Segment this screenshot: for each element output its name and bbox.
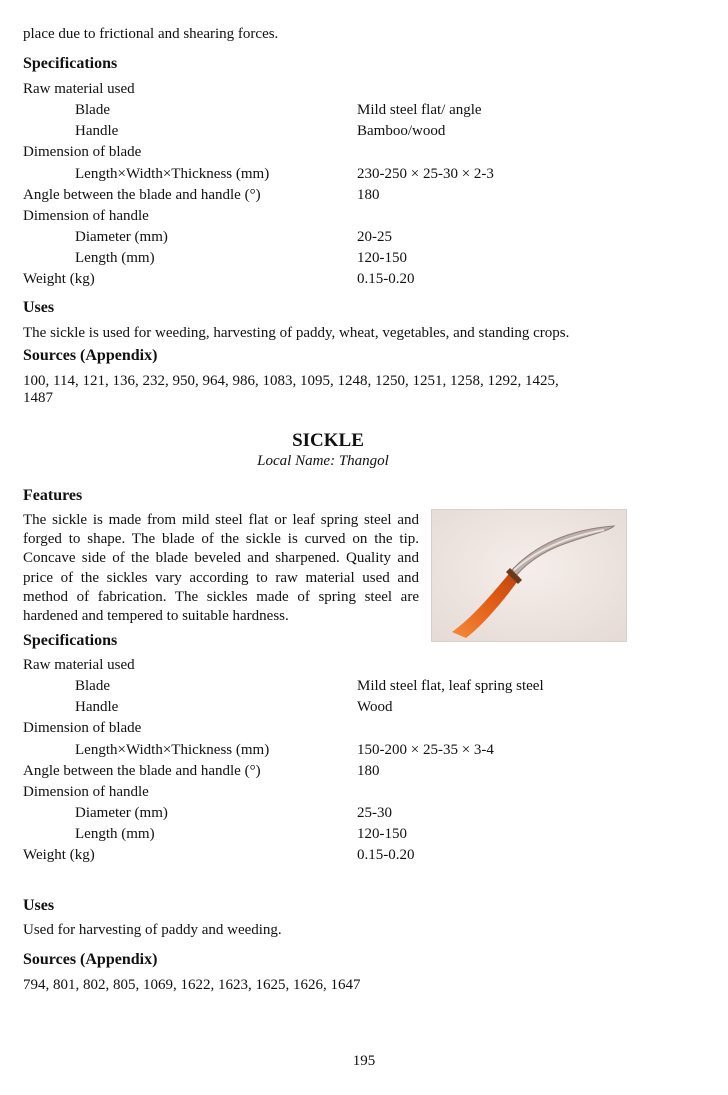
spec-label: Weight (kg) [23,847,95,863]
spec-label: Dimension of handle [23,784,149,800]
spec-value: 150-200 × 25-35 × 3-4 [357,742,494,758]
spec-label: Dimension of blade [23,720,142,736]
spec-label: Raw material used [23,657,135,673]
sources-text-2: 794, 801, 802, 805, 1069, 1622, 1623, 1625, 1626, 1647 [23,977,361,993]
spec-value: Mild steel flat, leaf spring steel [357,678,544,694]
spec-label: Length (mm) [75,250,155,266]
sources-text-1-cont: 1487 [23,390,53,406]
spec-value: Mild steel flat/ angle [357,102,482,118]
spec-value: 180 [357,763,380,779]
spec-value: 0.15-0.20 [357,271,415,287]
spec-label: Angle between the blade and handle (°) [23,763,261,779]
sickle-photo [431,509,627,642]
tool-title: SICKLE [292,430,364,451]
spec-label: Raw material used [23,81,135,97]
spec-label: Dimension of blade [23,144,142,160]
uses-text-2: Used for harvesting of paddy and weeding. [23,922,282,938]
spec-label: Blade [75,678,110,694]
spec-label: Length (mm) [75,826,155,842]
spec-value: 20-25 [357,229,392,245]
specifications-heading-2: Specifications [23,632,118,649]
spec-value: 180 [357,187,380,203]
spec-label: Angle between the blade and handle (°) [23,187,261,203]
spec-value: 120-150 [357,250,407,266]
spec-label: Length×Width×Thickness (mm) [75,166,270,182]
spec-label: Handle [75,123,119,139]
top-fragment-text: place due to frictional and shearing forces. [23,26,279,42]
sources-heading-1: Sources (Appendix) [23,347,158,364]
spec-value: 120-150 [357,826,407,842]
uses-heading-2: Uses [23,897,55,914]
spec-label: Blade [75,102,110,118]
sources-heading-2: Sources (Appendix) [23,951,158,968]
specifications-heading-1: Specifications [23,55,118,72]
uses-text-1: The sickle is used for weeding, harvesting of paddy, wheat, vegetables, and standing crops. [23,325,570,341]
spec-value: 0.15-0.20 [357,847,415,863]
spec-label: Weight (kg) [23,271,95,287]
features-text: The sickle is made from mild steel flat or leaf spring steel and forged to shape. The blade of the sickle is curved on the tip. Concave side of the blade beveled and sharpened. Quality and price of the sickles vary according to raw material used and method of fabrication. The sickles made of spring steel are hardened and tempered to suitable hardness. [23,512,419,625]
spec-value: Bamboo/wood [357,123,446,139]
spec-label: Length×Width×Thickness (mm) [75,742,270,758]
spec-label: Dimension of handle [23,208,149,224]
spec-label: Diameter (mm) [75,805,168,821]
spec-value: 230-250 × 25-30 × 2-3 [357,166,494,182]
sources-text-1: 100, 114, 121, 136, 232, 950, 964, 986, 1083, 1095, 1248, 1250, 1251, 1258, 1292, 1425, [23,373,559,389]
spec-label: Handle [75,699,119,715]
page-number: 195 [352,1053,376,1069]
features-heading: Features [23,487,83,504]
uses-heading-1: Uses [23,299,55,316]
local-name: Local Name: Thangol [257,453,389,469]
spec-label: Diameter (mm) [75,229,168,245]
spec-value: Wood [357,699,393,715]
spec-value: 25-30 [357,805,392,821]
